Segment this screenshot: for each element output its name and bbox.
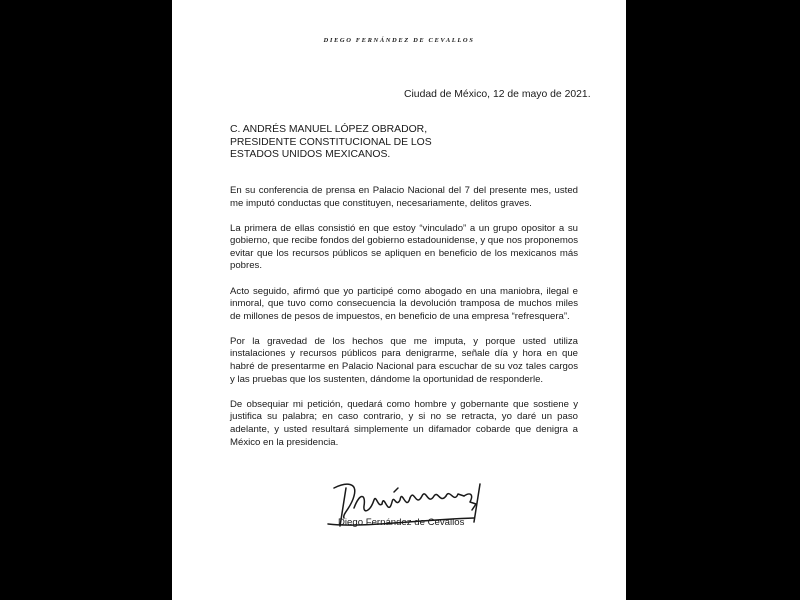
letterhead: DIEGO FERNÁNDEZ DE CEVALLOS xyxy=(323,37,475,44)
addressee-block xyxy=(230,124,432,162)
signer-name: Diego Fernández de Cevallos xyxy=(338,517,465,528)
letter-page xyxy=(172,0,626,600)
body-paragraph: De obsequiar mi petición, quedará como hombre y gobernante que sostiene y justifica su palabra; en caso contrario, y si no se retracta, yo daré un paso adelante, y usted resultará simplemente un difamador cobarde que denigra a México en la presidencia. xyxy=(230,398,578,448)
addressee-line: PRESIDENTE CONSTITUCIONAL DE LOS xyxy=(230,136,432,148)
addressee-line: ESTADOS UNIDOS MEXICANOS. xyxy=(230,149,391,161)
addressee-line: C. ANDRÉS MANUEL LÓPEZ OBRADOR, xyxy=(230,124,428,135)
body-paragraph: En su conferencia de prensa en Palacio Nacional del 7 del presente mes, usted me imputó conductas que constituyen, necesariamente, delitos graves. xyxy=(230,185,578,209)
body-paragraph: La primera de ellas consistió en que estoy “vinculado” a un grupo opositor a su gobierno, que recibe fondos del gobierno estadounidense, y que nos proponemos evitar que los recursos públicos se apliquen en beneficio de los mexicanos más pobres. xyxy=(230,222,578,272)
body-paragraph: Acto seguido, afirmó que yo participé como abogado en una maniobra, ilegal e inmoral, que tuvo como consecuencia la devolución tramposa de muchos miles de millones de pesos de impuestos, en beneficio de una empresa “refresquera”. xyxy=(230,285,578,322)
letter-body xyxy=(230,185,578,462)
body-paragraph: Por la gravedad de los hechos que me imputa, y porque usted utiliza instalaciones y recursos públicos para denigrarme, señale día y hora en que habré de presentarme en Palacio Nacional para escuchar de su voz tales cargos y las pruebas que los sustenten, dándome la oportunidad de responderle. xyxy=(230,335,578,385)
date-line: Ciudad de México, 12 de mayo de 2021. xyxy=(404,89,591,100)
